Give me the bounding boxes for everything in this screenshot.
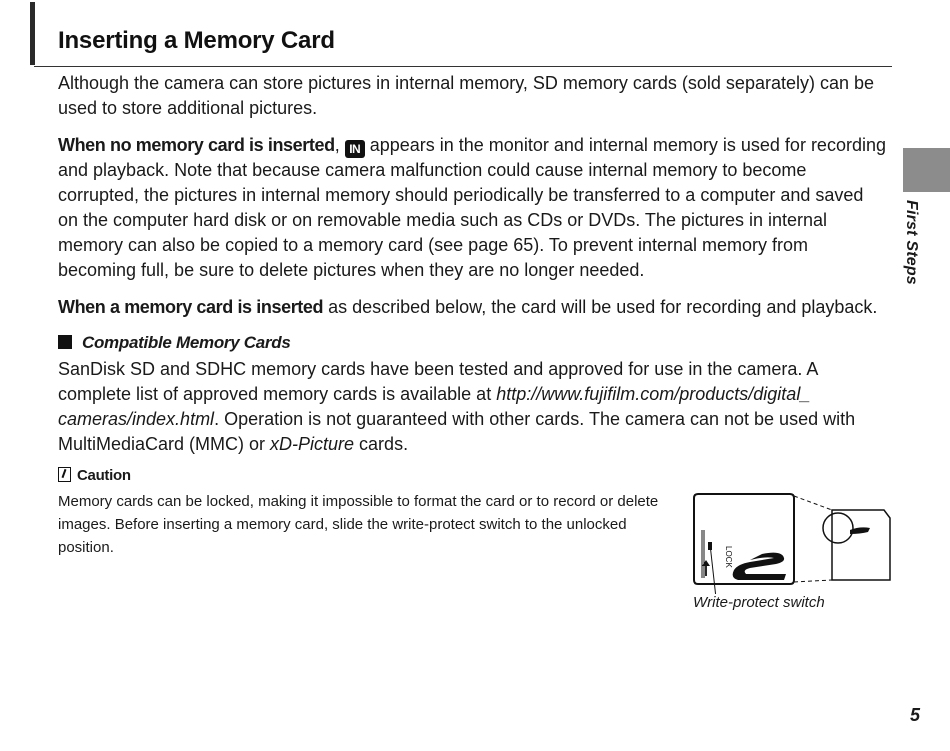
xd-picture-term: xD-Picture xyxy=(270,434,355,454)
chapter-tab-marker xyxy=(903,148,950,192)
no-card-comma: , xyxy=(334,135,340,155)
compatible-text-2: . Operation is not guaranteed with other cards. The camera can not be used with MultiMediaCard (MMC) or xyxy=(58,409,856,454)
caution-heading xyxy=(58,467,131,484)
no-card-text: appears in the monitor and internal memory is used for recording and playback. Note that because camera malfunction could cause internal memory to become corrupted, the pictures in internal memory should periodically be transferred to a computer and saved on the computer hard disk or on removable media such as CDs or DVDs. The pictures in internal memory can also be copied to a memory card (see page 65). To prevent internal memory from becoming full, be sure to delete pictures when they are no longer needed. xyxy=(58,135,886,280)
card-inserted-lead: When a memory card is inserted xyxy=(58,297,324,317)
sd-card-illustration xyxy=(690,490,896,594)
intro-paragraph: Although the camera can store pictures in internal memory, SD memory cards (sold separately) can be used to store additional pictures. xyxy=(58,73,875,118)
square-bullet-icon xyxy=(58,335,72,349)
caution-pencil-icon xyxy=(58,467,71,482)
card-inserted-paragraph xyxy=(58,295,888,320)
lock-label: LOCK xyxy=(724,546,733,568)
no-card-paragraph xyxy=(58,133,888,283)
page-title: Inserting a Memory Card xyxy=(58,27,335,54)
title-left-rule xyxy=(30,2,35,65)
card-inserted-text: as described below, the card will be used for recording and playback. xyxy=(323,297,878,317)
caution-heading-text: Caution xyxy=(77,467,131,484)
compatible-cards-heading-text: Compatible Memory Cards xyxy=(82,333,291,352)
internal-memory-icon: IN xyxy=(345,140,365,158)
compatible-cards-paragraph xyxy=(58,357,888,457)
title-underline xyxy=(34,66,892,67)
compatible-cards-heading xyxy=(58,333,290,353)
compatible-text-1: SanDisk SD and SDHC memory cards have been tested and approved for use in the camera. A complete list of approved memory cards is available at xyxy=(58,359,818,404)
caution-paragraph: Memory cards can be locked, making it impossible to format the card or to record or delete images. Before inserting a memory card, slide the write-protect switch to the unlocked position. xyxy=(58,493,659,556)
page-number: 5 xyxy=(910,705,921,725)
compatible-text-3: cards. xyxy=(354,434,409,454)
no-card-lead: When no memory card is inserted xyxy=(58,135,335,155)
chapter-tab-label: First Steps xyxy=(903,200,920,285)
write-protect-caption: Write-protect switch xyxy=(693,594,825,611)
fujifilm-url: http://www.fujifilm.com/products/digital_ cameras/index.html xyxy=(58,384,811,429)
